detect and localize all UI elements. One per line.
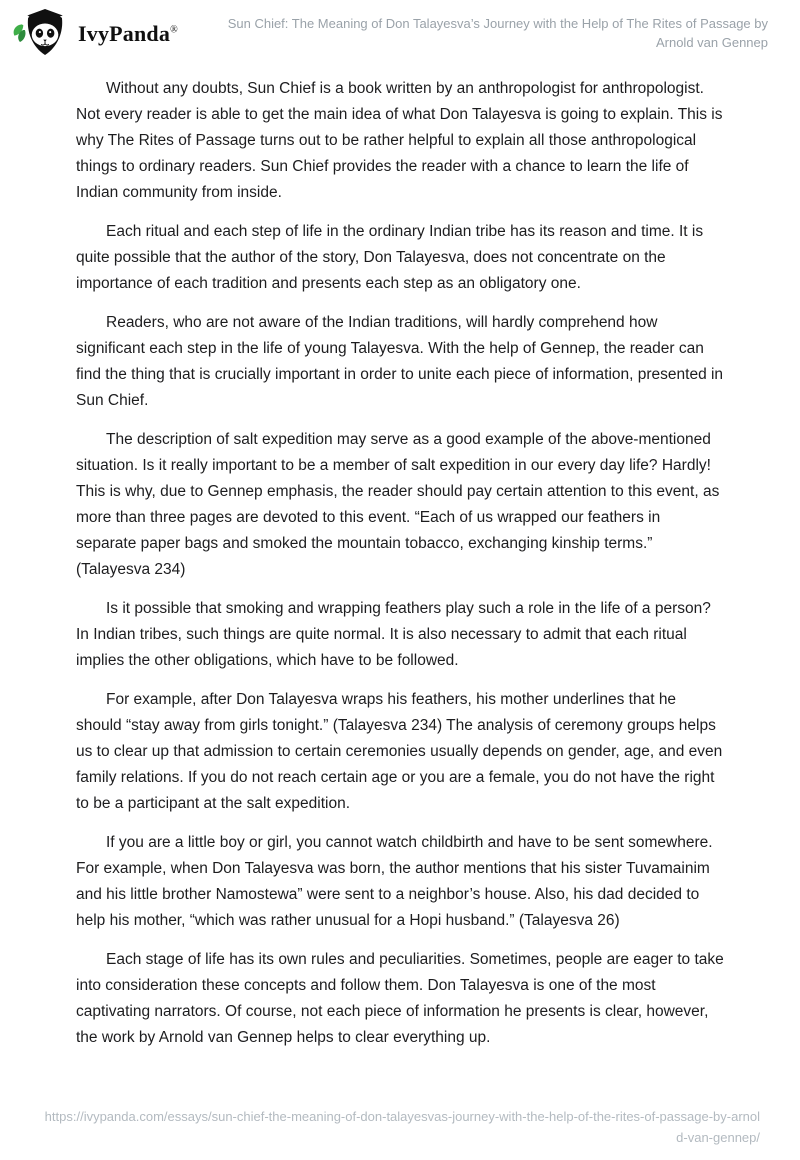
paragraph: Each stage of life has its own rules and peculiarities. Sometimes, people are eager to take into consideration these concepts and follow them. Don Talayesva is one of the most captivating narrators. Of course, not each piece of information he presents is clear, however, the work by Arnold van Gennep helps to clear everything up. bbox=[76, 951, 724, 1046]
paragraph: If you are a little boy or girl, you cannot watch childbirth and have to be sent somewhere. For example, when Don Talayesva was born, the author mentions that his sister Tuvamainim and his little brother Namostewa” were sent to a neighbor’s house. Also, his dad decided to help his mother, “which was rather unusual for a Hopi husband.” (Talayesva 26) bbox=[76, 834, 713, 929]
essay-body bbox=[0, 60, 800, 1100]
paragraph: The description of salt expedition may serve as a good example of the above-mentioned situation. Is it really important to be a member of salt expedition in our every day life? Hardly! This is why, due to Gennep emphasis, the reader should pay certain attention to this event, as more than three pages are devoted to this event. “Each of us wrapped our feathers in separate paper bags and smoked the mountain tobacco, exchanging kinship terms.” (Talayesva 234) bbox=[76, 431, 720, 578]
registered-mark: ® bbox=[170, 24, 178, 36]
paragraph: Is it possible that smoking and wrapping feathers play such a role in the life of a person? In Indian tribes, such things are quite normal. It is also necessary to admit that each ritual implies the other obligations, which have to be followed. bbox=[76, 600, 711, 669]
document-title: Sun Chief: The Meaning of Don Talayesva’s Journey with the Help of The Rites of Passage by Arnold van Gennep bbox=[227, 16, 768, 50]
footer bbox=[0, 1100, 800, 1160]
ivypanda-logo[interactable] bbox=[12, 8, 178, 60]
source-url[interactable]: https://ivypanda.com/essays/sun-chief-the-meaning-of-don-talayesvas-journey-with-the-help-of-the-rites-of-passage-by-arnold-van-gennep/ bbox=[44, 1109, 760, 1145]
brand-wordmark bbox=[78, 21, 178, 47]
paragraph: Readers, who are not aware of the Indian traditions, will hardly comprehend how significant each step in the life of young Talayesva. With the help of Gennep, the reader can find the thing that is crucially important in order to unite each piece of information, presented in Sun Chief. bbox=[76, 314, 724, 409]
brand-name: IvyPanda bbox=[78, 21, 171, 46]
paragraph: Each ritual and each step of life in the ordinary Indian tribe has its reason and time. It is quite possible that the author of the story, Don Talayesva, does not concentrate on the importance of each tradition and presents each step as an obligatory one. bbox=[76, 223, 704, 292]
panda-logo-icon bbox=[12, 8, 70, 60]
paragraph: For example, after Don Talayesva wraps his feathers, his mother underlines that he should “stay away from girls tonight.” (Talayesva 234) The analysis of ceremony groups helps us to clear up that admission to certain ceremonies usually depends on gender, age, and even family relations. If you do not reach certain age or you are a female, you do not have the right to be a participant at the salt expedition. bbox=[76, 691, 723, 812]
header bbox=[0, 0, 800, 60]
paragraph: Without any doubts, Sun Chief is a book written by an anthropologist for anthropologist. Not every reader is able to get the main idea of what Don Talayesva is going to explain. This is why The Rites of Passage turns out to be rather helpful to explain all those anthropological things to ordinary readers. Sun Chief provides the reader with a chance to learn the life of Indian community from inside. bbox=[76, 80, 723, 201]
